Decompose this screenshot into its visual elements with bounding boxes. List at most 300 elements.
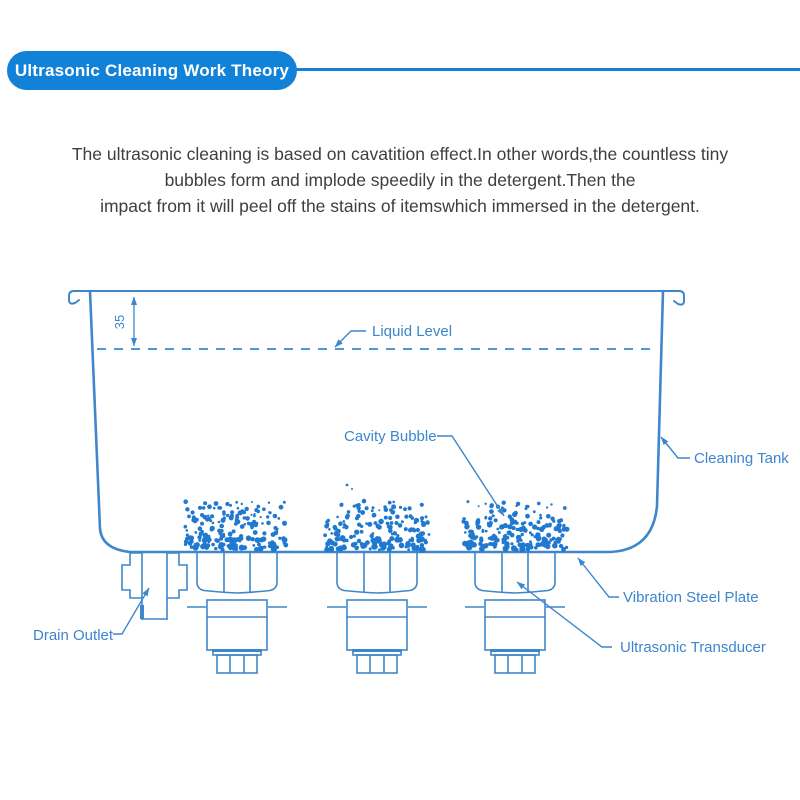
cavitation-bubble-dot [237, 507, 240, 510]
drain-outlet-assembly [122, 552, 187, 620]
liquid-depth-dimension [112, 297, 134, 346]
cavitation-bubble-dot [523, 521, 526, 524]
cavitation-bubble-dot [191, 510, 195, 514]
dimension-value: 35 [112, 314, 127, 330]
cavitation-bubble-dot [416, 528, 420, 532]
cavitation-bubble-dot [203, 501, 207, 505]
cavitation-bubble-dot [476, 518, 480, 522]
transducer-nut-facets [508, 655, 522, 673]
cavitation-bubble-dot [393, 531, 397, 535]
cavitation-bubble-dot [189, 539, 193, 543]
transducer-horn-facets [224, 552, 250, 592]
cavitation-bubble-dot [499, 527, 502, 530]
cavitation-bubble-dot [217, 506, 221, 510]
vibration-steel-plate-label: Vibration Steel Plate [623, 589, 759, 606]
cavitation-bubble-dot [419, 531, 424, 536]
cavitation-bubble-dot [282, 537, 288, 543]
cavitation-bubble-dot [336, 516, 339, 519]
cavitation-bubble-dot [424, 540, 428, 544]
cavitation-bubble-dot [468, 530, 472, 534]
liquid-level-leader [335, 331, 366, 347]
cavitation-bubble-dot [326, 523, 329, 526]
cavitation-bubble-dot [425, 515, 428, 518]
transducer-nut-facets [230, 655, 244, 673]
callouts [33, 323, 789, 656]
cavitation-bubble-dot [207, 515, 210, 518]
tank-left-hook [69, 291, 90, 304]
cavitation-bubble-dot [277, 517, 280, 520]
cavitation-bubble-dot [494, 518, 498, 522]
cavitation-bubble-dot [390, 521, 394, 525]
cavitation-bubble-dot [521, 533, 524, 536]
cavitation-bubble-dot [482, 529, 485, 532]
cavitation-bubble-dot [488, 537, 491, 540]
liquid-level-label: Liquid Level [372, 323, 453, 340]
cavitation-bubble-dot [338, 521, 343, 526]
cavitation-bubble-dot [471, 542, 477, 548]
cavitation-bubble-dot [410, 538, 414, 542]
transducer-nut [217, 655, 257, 673]
cavitation-bubble-dot [367, 522, 372, 527]
cavitation-bubble-dot [360, 530, 364, 534]
intro-line-2: bubbles form and implode speedily in the detergent.Then the [164, 170, 636, 190]
cavitation-bubble-dot [462, 541, 468, 547]
cavitation-bubble-dot [420, 516, 424, 520]
cavitation-bubble-dot [228, 532, 233, 537]
cavitation-bubble-dot [336, 533, 340, 537]
cavitation-bubble-dot [373, 546, 376, 549]
intro-line-3: impact from it will peel off the stains of itemswhich immersed in the detergent. [100, 196, 700, 216]
cavitation-bubble-dot [230, 510, 234, 514]
cavitation-bubble-dot [405, 514, 408, 517]
cavitation-bubble-dot [251, 501, 253, 503]
transducer [465, 552, 565, 673]
cavitation-bubble-dot [503, 523, 508, 528]
cavitation-bubble-dot [485, 530, 488, 533]
cavitation-bubble-dot [207, 504, 212, 509]
stray-bubble-dot [351, 488, 353, 490]
cavitation-bubble-dot [245, 507, 249, 511]
cavitation-bubble-dot [211, 543, 215, 547]
cavitation-bubble-dot [327, 519, 330, 522]
cavitation-bubble-dot [422, 521, 425, 524]
cavitation-bubble-dot [560, 533, 564, 537]
cavitation-bubble-dot [361, 511, 364, 514]
cavitation-bubble-dot [273, 514, 278, 519]
cavitation-bubble-dot [557, 527, 561, 531]
cavitation-bubble-dot [186, 534, 189, 537]
cavitation-bubble-dot [339, 545, 344, 550]
cavitation-bubble-dot [501, 506, 504, 509]
cavitation-bubble-dot [512, 512, 517, 517]
cavitation-bubble-dot [261, 546, 264, 549]
cavitation-bubble-dot [329, 546, 334, 551]
cavitation-bubble-dot [254, 547, 259, 552]
cavitation-bubble-dot [228, 537, 234, 543]
cavitation-bubble-dot [395, 515, 400, 520]
transducer-horn [337, 552, 417, 593]
cavitation-bubble-dot [232, 529, 236, 533]
cavitation-bubble-dot [462, 517, 466, 521]
cavitation-bubble-dot [260, 516, 262, 518]
cavitation-bubble-dot [268, 542, 271, 545]
cavitation-bubble-dot [342, 520, 345, 523]
cavitation-bubble-dot [546, 514, 551, 519]
cavitation-bubble-dot [536, 527, 540, 531]
cavitation-bubble-dot [200, 513, 204, 517]
cavitation-bubble-dot [403, 507, 407, 511]
cavitation-bubble-dot [484, 517, 487, 520]
cavitation-bubble-dot [516, 528, 520, 532]
cavitation-bubble-dot [372, 506, 375, 509]
cavitation-bubble-dot [529, 540, 532, 543]
cavitation-bubble-dot [354, 530, 359, 535]
cavitation-bubble-dot [353, 542, 357, 546]
cavitation-bubble-dot [256, 505, 260, 509]
cavitation-bubble-dot [412, 546, 415, 549]
cavitation-bubble-dot [468, 540, 471, 543]
cavitation-bubble-dot [360, 542, 364, 546]
cavitation-bubble-dot [249, 522, 253, 526]
cavitation-bubble-dot [198, 539, 201, 542]
cavitation-bubble-dot [349, 535, 353, 539]
cavitation-bubble-dot [279, 505, 284, 510]
cavitation-bubble-dot [213, 507, 216, 510]
cavitation-bubble-dot [411, 528, 415, 532]
cavitation-bubble-dot [399, 544, 403, 548]
cavitation-bubble-dot [404, 527, 408, 531]
cavitation-bubble-dot [184, 525, 188, 529]
stray-bubble-dot [346, 484, 349, 487]
cavitation-bubble-dot [347, 510, 351, 514]
cavitation-bubble-dot [487, 522, 490, 525]
cavitation-bubble-dot [219, 524, 224, 529]
cavity-bubble-leader [437, 436, 504, 516]
drain-pipe [142, 552, 167, 620]
cavitation-bubble-dot [411, 516, 415, 520]
bubble-cloud [183, 499, 288, 552]
cavitation-bubble-dot [521, 526, 526, 531]
cavitation-bubble-dot [243, 523, 246, 526]
cavitation-bubble-dot [225, 502, 229, 506]
cavitation-bubble-dot [257, 543, 261, 547]
cavitation-bubble-dot [466, 500, 469, 503]
cavitation-bubble-dot [226, 514, 229, 517]
cavitation-bubble-dot [388, 516, 392, 520]
cavitation-bubble-dot [239, 545, 245, 551]
transducer-horn-facets [364, 552, 390, 592]
cavitation-bubble-dot [323, 533, 327, 537]
cavitation-bubble-dot [262, 531, 266, 535]
cavitation-bubble-dot [550, 503, 552, 505]
cavitation-bubble-dot [516, 522, 519, 525]
cavitation-bubble-dot [202, 506, 206, 510]
cavitation-bubble-dot [502, 541, 505, 544]
cavitation-bubble-dot [503, 547, 508, 552]
bubble-cloud [462, 500, 570, 552]
bubble-cloud [323, 499, 430, 553]
cavitation-bubble-dot [510, 517, 515, 522]
cavitation-bubble-dot [210, 514, 214, 518]
cavitation-bubble-dot [200, 522, 204, 526]
cavitation-bubble-dot [218, 521, 221, 524]
cavitation-bubble-dot [245, 516, 250, 521]
cavitation-bubble-dot [381, 545, 384, 548]
cavitation-bubble-dot [365, 540, 370, 545]
cavitation-bubble-dot [510, 542, 513, 545]
cleaning-tank-label: Cleaning Tank [694, 450, 789, 467]
page-title: Ultrasonic Cleaning Work Theory [14, 60, 290, 80]
cavitation-bubble-dot [396, 534, 399, 537]
cavitation-bubble-dot [533, 510, 536, 513]
cavitation-bubble-dot [362, 499, 367, 504]
cavitation-bubble-dot [375, 536, 380, 541]
cavitation-bubble-dot [511, 526, 515, 530]
cavitation-bubble-dot [414, 518, 419, 523]
cavitation-bubble-dot [545, 523, 549, 527]
cavitation-bubble-dot [384, 516, 388, 520]
cavitation-bubble-dot [464, 531, 467, 534]
cavitation-bubble-dot [262, 507, 266, 511]
cavitation-bubble-dot [552, 537, 556, 541]
drain-fitting-right [167, 553, 187, 598]
cavitation-bubble-dot [283, 501, 286, 504]
cavitation-bubble-dot [252, 544, 255, 547]
cavitation-bubble-dot [389, 536, 394, 541]
cavitation-bubble-dot [214, 547, 217, 550]
cavitation-bubble-dot [194, 531, 197, 534]
cavitation-bubble-dot [399, 506, 402, 509]
cavitation-bubble-dot [355, 505, 358, 508]
cavitation-bubble-dot [235, 516, 239, 520]
ultrasonic-transducer-label: Ultrasonic Transducer [620, 639, 766, 656]
cavitation-bubble-dot [251, 537, 255, 541]
vibration-steel-plate-leader [578, 558, 619, 597]
cavitation-bubble-dot [392, 501, 395, 504]
cavitation-bubble-dot [475, 535, 478, 538]
cavitation-bubble-dot [222, 533, 225, 536]
cavitation-bubble-dot [490, 542, 494, 546]
cavitation-bubble-dot [541, 539, 547, 545]
cavitation-bubble-dot [205, 517, 209, 521]
cavitation-bubble-dot [378, 519, 383, 524]
cavitation-bubble-dot [564, 527, 569, 532]
cavitation-bubble-dot [229, 504, 232, 507]
transducer [327, 552, 427, 673]
drain-outlet-label: Drain Outlet [33, 627, 114, 644]
cavitation-bubble-dot [222, 543, 226, 547]
cavitation-bubble-dot [547, 545, 551, 549]
cavitation-bubble-dot [552, 520, 555, 523]
cavitation-bubble-dot [229, 515, 234, 520]
cavitation-bubble-dot [266, 521, 271, 526]
cavitation-bubble-dot [516, 539, 520, 543]
cavitation-bubble-dot [394, 537, 400, 543]
cavitation-bubble-dot [193, 544, 199, 550]
cavitation-bubble-dot [475, 523, 478, 526]
cavitation-bubble-dot [255, 531, 258, 534]
cavitation-bubble-dot [520, 539, 523, 542]
transducer-horn [475, 552, 555, 593]
cavitation-bubble-dot [271, 532, 276, 537]
cavitation-bubble-dot [346, 514, 350, 518]
cavitation-bubble-dot [214, 501, 219, 506]
transducers [187, 552, 565, 673]
cavitation-bubble-dot [261, 522, 264, 525]
cavitation-bubble-dot [241, 509, 245, 513]
cavitation-bubble-dot [183, 499, 188, 504]
cavitation-bubble-dot [251, 514, 253, 516]
cavitation-bubble-dot [246, 535, 252, 541]
cavitation-bubble-dot [557, 519, 561, 523]
cavitation-bubble-dot [530, 543, 533, 546]
cavitation-bubble-dot [339, 503, 343, 507]
transducer-body [347, 600, 407, 650]
cavitation-bubble-dot [378, 548, 381, 551]
cavitation-bubble-dot [525, 543, 530, 548]
cavitation-bubble-dot [465, 524, 470, 529]
transducer-body [207, 600, 267, 650]
cavitation-bubble-dot [479, 537, 483, 541]
cavitation-bubble-dot [507, 530, 512, 535]
cavitation-bubble-dot [209, 519, 212, 522]
cavitation-bubble-dot [198, 526, 203, 531]
cavitation-bubble-dot [547, 541, 551, 545]
cavity-bubble-label: Cavity Bubble [344, 428, 437, 445]
cavitation-bubble-dot [254, 508, 258, 512]
cavitation-bubble-dot [370, 534, 374, 538]
cavitation-bubble-dot [539, 514, 542, 517]
cavitation-bubble-dot [388, 501, 392, 505]
cavitation-bubble-dot [197, 535, 201, 539]
cavitation-bubble-dot [492, 514, 495, 517]
cavitation-bubble-dot [185, 507, 189, 511]
cavitation-bubble-dot [342, 538, 347, 543]
cavitation-bubble-dot [537, 520, 541, 524]
cavitation-bubble-dot [219, 537, 223, 541]
cavitation-bubble-dot [212, 522, 215, 525]
transducer-horn-facets [502, 552, 528, 592]
cavitation-bubble-dot [414, 546, 419, 551]
cavitation-bubble-dot [536, 537, 541, 542]
cavitation-bubble-dot [420, 538, 424, 542]
cavitation-bubble-dot [353, 505, 356, 508]
cavitation-bubble-dot [539, 516, 542, 519]
cavitation-bubble-dot [276, 528, 279, 531]
cavitation-bubble-dot [387, 547, 392, 552]
cavitation-bubble-dot [365, 506, 369, 510]
cavitation-bubble-dot [386, 522, 390, 526]
cavitation-bubble-dot [388, 529, 393, 534]
cavitation-bubble-dot [498, 531, 501, 534]
transducer-horn [197, 552, 277, 593]
cavitation-bubble-dot [374, 521, 378, 525]
cavitation-bubble-dot [522, 548, 526, 552]
cavitation-bubble-dot [408, 506, 412, 510]
tank-right-hook [663, 291, 684, 305]
transducer-nut-facets [370, 655, 384, 673]
cavitation-bubble-dot [205, 545, 208, 548]
cavitation-bubble-dot [235, 501, 238, 504]
cavitation-bubble-dot [221, 518, 226, 523]
cavitation-bubble-dot [282, 521, 287, 526]
cavitation-bubble-dot [272, 543, 277, 548]
cavitation-bubble-dot [537, 502, 541, 506]
cavitation-bubble-dot [328, 528, 331, 531]
cavitation-bubble-dot [466, 545, 471, 550]
bubble-clouds [183, 484, 569, 553]
cavitation-bubble-dot [526, 505, 529, 508]
cavitation-bubble-dot [516, 502, 520, 506]
cavitation-bubble-dot [389, 508, 393, 512]
transducer-nut [495, 655, 535, 673]
cavitation-bubble-dot [372, 513, 377, 518]
cavitation-bubble-dot [261, 536, 266, 541]
cavitation-bubble-dot [198, 506, 202, 510]
cavitation-bubble-dot [266, 515, 269, 518]
cleaning-tank-leader [661, 437, 690, 458]
cavitation-bubble-dot [241, 503, 243, 505]
cavitation-bubble-dot [407, 548, 410, 551]
cavitation-bubble-dot [478, 505, 480, 507]
transducer [187, 552, 287, 673]
cavitation-bubble-dot [186, 529, 189, 532]
cavitation-bubble-dot [269, 511, 272, 514]
cavitation-bubble-dot [202, 537, 208, 543]
cavitation-bubble-dot [184, 540, 189, 545]
cavitation-bubble-dot [356, 546, 359, 549]
cavitation-bubble-dot [502, 501, 506, 505]
cavitation-bubble-dot [369, 547, 372, 550]
cavitation-bubble-dot [489, 509, 494, 514]
cavitation-bubble-dot [552, 543, 558, 549]
cavitation-bubble-dot [343, 523, 346, 526]
cavitation-bubble-dot [335, 536, 340, 541]
cavitation-bubble-dot [227, 544, 233, 550]
cavitation-bubble-dot [325, 546, 328, 549]
cavitation-bubble-dot [193, 519, 198, 524]
header-rule [288, 68, 800, 71]
cavitation-bubble-dot [395, 521, 399, 525]
transducer-nut [357, 655, 397, 673]
drain-fitting-left [122, 553, 142, 598]
cavitation-bubble-dot [504, 534, 507, 537]
cavitation-bubble-dot [210, 528, 214, 532]
cavitation-bubble-dot [222, 512, 226, 516]
cavitation-bubble-dot [218, 532, 222, 536]
cavitation-bubble-dot [356, 514, 360, 518]
cavitation-bubble-dot [546, 533, 551, 538]
cavitation-bubble-dot [488, 516, 492, 520]
cavitation-bubble-dot [378, 509, 380, 511]
cavitation-bubble-dot [255, 537, 261, 543]
cavitation-bubble-dot [496, 528, 499, 531]
cavitation-bubble-dot [485, 503, 487, 505]
cavitation-bubble-dot [254, 513, 256, 515]
cavitation-bubble-dot [534, 546, 538, 550]
cavitation-bubble-dot [532, 525, 535, 528]
cavitation-bubble-dot [278, 537, 281, 540]
cavitation-bubble-dot [557, 523, 562, 528]
cavitation-bubble-dot [426, 521, 430, 525]
cavitation-bubble-dot [525, 514, 530, 519]
cavitation-bubble-dot [490, 503, 494, 507]
cavitation-bubble-dot [239, 536, 243, 540]
cavitation-bubble-dot [546, 506, 548, 508]
cavitation-bubble-dot [187, 515, 191, 519]
cavitation-bubble-dot [333, 527, 337, 531]
cavitation-bubble-dot [420, 547, 426, 553]
